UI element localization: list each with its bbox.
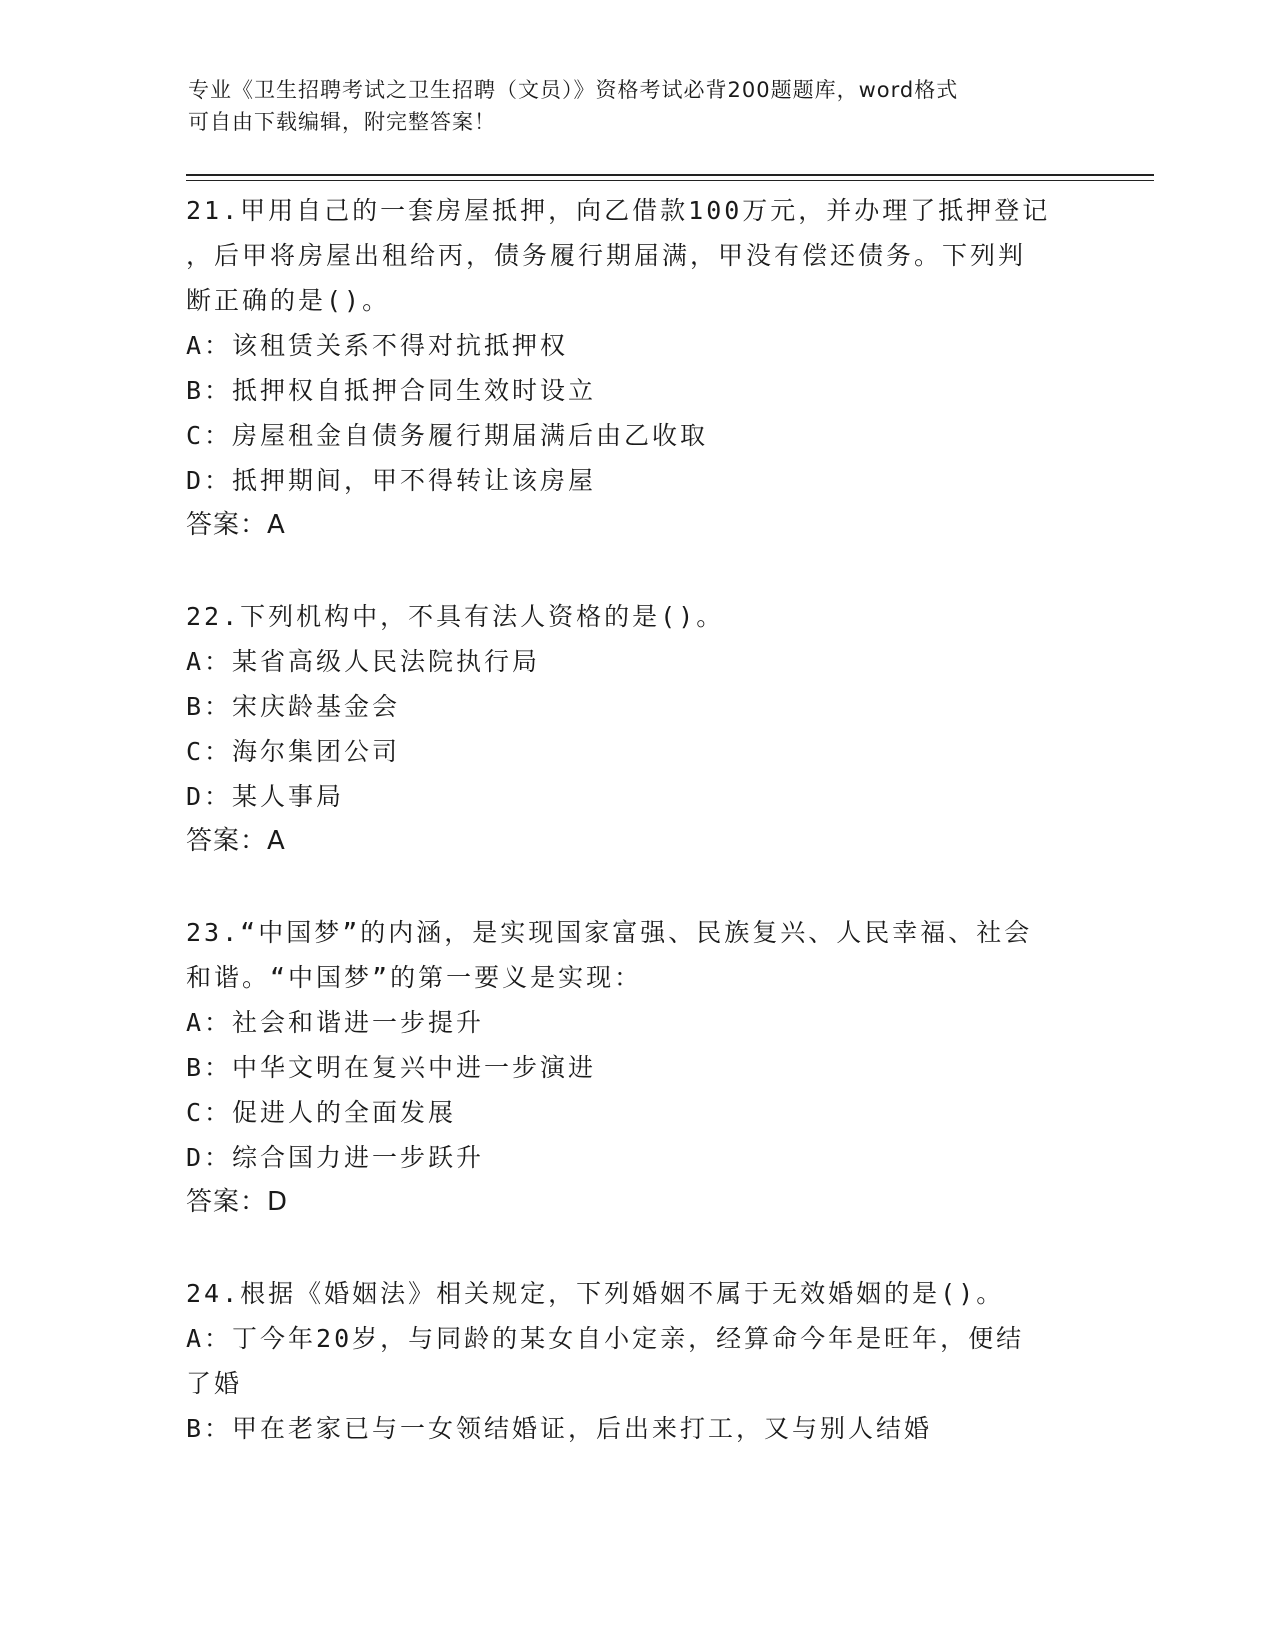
option-d: D：某人事局 — [186, 782, 345, 811]
question-stem: 21.甲用自己的一套房屋抵押，向乙借款100万元，并办理了抵押登记 — [186, 196, 1051, 225]
option-d: D：抵押期间，甲不得转让该房屋 — [186, 466, 597, 495]
option-a: A：丁今年20岁，与同龄的某女自小定亲，经算命今年是旺年，便结 — [186, 1324, 1025, 1353]
question-22 — [186, 594, 1086, 864]
question-stem: 23.“中国梦”的内涵，是实现国家富强、民族复兴、人民幸福、社会 — [186, 918, 1033, 947]
option-a-continued: 了婚 — [186, 1369, 243, 1398]
document-header — [188, 74, 1088, 138]
option-d: D：综合国力进一步跃升 — [186, 1143, 485, 1172]
option-b: B：宋庆龄基金会 — [186, 692, 401, 721]
question-list — [186, 188, 1086, 1451]
option-b: B：甲在老家已与一女领结婚证，后出来打工，又与别人结婚 — [186, 1414, 933, 1443]
spacer — [186, 864, 1086, 910]
question-24 — [186, 1271, 1086, 1451]
question-stem: 和谐。“中国梦”的第一要义是实现： — [186, 963, 643, 992]
option-a: A：社会和谐进一步提升 — [186, 1008, 485, 1037]
answer: 答案：A — [186, 826, 286, 856]
question-stem: 22.下列机构中，不具有法人资格的是()。 — [186, 602, 725, 631]
question-stem: 断正确的是()。 — [186, 286, 391, 315]
option-b: B：抵押权自抵押合同生效时设立 — [186, 376, 597, 405]
option-b: B：中华文明在复兴中进一步演进 — [186, 1053, 597, 1082]
question-23 — [186, 910, 1086, 1225]
option-c: C：房屋租金自债务履行期届满后由乙收取 — [186, 421, 709, 450]
question-stem: 24.根据《婚姻法》相关规定，下列婚姻不属于无效婚姻的是()。 — [186, 1279, 1005, 1308]
option-a: A：某省高级人民法院执行局 — [186, 647, 541, 676]
option-c: C：海尔集团公司 — [186, 737, 401, 766]
option-c: C：促进人的全面发展 — [186, 1098, 457, 1127]
header-line-1: 专业《卫生招聘考试之卫生招聘（文员）》资格考试必背200题题库，word格式 — [188, 78, 959, 102]
answer: 答案：D — [186, 1187, 289, 1217]
header-divider-thin — [186, 180, 1154, 181]
header-line-2: 可自由下载编辑，附完整答案！ — [188, 110, 496, 134]
answer: 答案：A — [186, 510, 286, 540]
header-divider — [186, 174, 1154, 176]
question-stem: ，后甲将房屋出租给丙，债务履行期届满，甲没有偿还债务。下列判 — [186, 241, 1027, 270]
spacer — [186, 548, 1086, 594]
option-a: A：该租赁关系不得对抗抵押权 — [186, 331, 569, 360]
spacer — [186, 1225, 1086, 1271]
question-21 — [186, 188, 1086, 548]
